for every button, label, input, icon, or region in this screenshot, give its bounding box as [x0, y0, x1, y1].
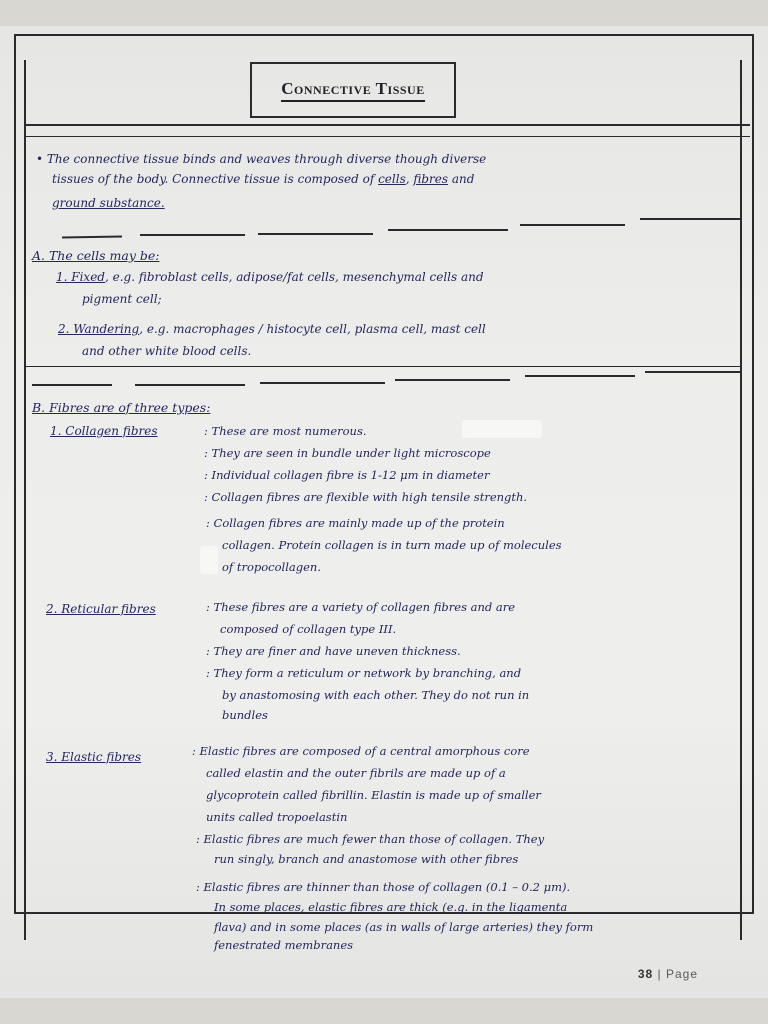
- cells-fixed-line-2: pigment cell;: [82, 292, 162, 306]
- cells-wandering-line-2: and other white blood cells.: [82, 344, 252, 358]
- intro-line-1: • The connective tissue binds and weaves through diverse though diverse: [36, 152, 487, 166]
- page-label: | Page: [653, 967, 698, 981]
- fixed-text: , e.g. fibroblast cells, adipose/fat cells, mesenchymal cells and: [104, 270, 484, 284]
- page-title: Connective Tissue: [281, 79, 424, 102]
- elastic-point-7: : Elastic fibres are thinner than those of collagen (0.1 – 0.2 μm).: [196, 880, 571, 894]
- comma: ,: [405, 172, 414, 186]
- collagen-point-7: of tropocollagen.: [222, 560, 321, 574]
- title-box: [250, 62, 456, 118]
- fixed-label: 1. Fixed: [56, 270, 105, 284]
- section-a-rule: [24, 366, 740, 367]
- reticular-point-5: by anastomosing with each other. They do not run in: [222, 688, 530, 702]
- elastic-point-8: In some places, elastic fibres are thick (e.g. in the ligamenta: [214, 900, 568, 914]
- elastic-point-5: : Elastic fibres are much fewer than those of collagen. They: [196, 832, 545, 846]
- reticular-point-2: composed of collagen type III.: [220, 622, 397, 636]
- collagen-point-2: : They are seen in bundle under light microscope: [204, 446, 491, 460]
- cells-wandering-line-1: [58, 318, 486, 341]
- reticular-label: 2. Reticular fibres: [46, 602, 156, 616]
- elastic-point-1: : Elastic fibres are composed of a central amorphous core: [192, 744, 530, 758]
- term-fibres: fibres: [413, 172, 449, 186]
- term-cells: cells: [378, 172, 406, 186]
- elastic-point-2: called elastin and the outer fibrils are made up of a: [206, 766, 506, 780]
- intro-line-2: [52, 168, 474, 191]
- elastic-point-6: run singly, branch and anastomose with other fibres: [214, 852, 519, 866]
- page-footer: [638, 967, 698, 981]
- section-b-heading: B. Fibres are of three types:: [32, 400, 211, 415]
- collagen-point-3: : Individual collagen fibre is 1-12 μm in diameter: [204, 468, 490, 482]
- smudge: [462, 420, 542, 438]
- intro-line-3: ground substance.: [52, 196, 165, 210]
- collagen-point-5: : Collagen fibres are mainly made up of the protein: [206, 516, 505, 530]
- section-divider: [24, 136, 750, 137]
- page-number: 38: [637, 967, 654, 981]
- collagen-label: 1. Collagen fibres: [50, 424, 158, 438]
- section-a-heading: A. The cells may be:: [32, 248, 160, 263]
- collagen-point-4: : Collagen fibres are flexible with high tensile strength.: [204, 490, 528, 504]
- and-text: and: [448, 172, 475, 186]
- wandering-label: 2. Wandering: [58, 322, 140, 336]
- elastic-point-10: fenestrated membranes: [214, 938, 354, 952]
- elastic-label: 3. Elastic fibres: [46, 750, 142, 764]
- cells-fixed-line-1: [56, 266, 484, 289]
- vertical-rule-right: [740, 60, 742, 940]
- header-divider: [24, 124, 750, 126]
- wandering-text: , e.g. macrophages / histocyte cell, plasma cell, mast cell: [139, 322, 486, 336]
- elastic-point-9: flava) and in some places (as in walls of large arteries) they form: [214, 920, 594, 934]
- intro-text: tissues of the body. Connective tissue is composed of: [52, 172, 379, 186]
- collagen-point-6: collagen. Protein collagen is in turn made up of molecules: [222, 538, 562, 552]
- elastic-point-3: glycoprotein called fibrillin. Elastin is made up of smaller: [206, 788, 541, 802]
- reticular-point-6: bundles: [222, 708, 268, 722]
- reticular-point-3: : They are finer and have uneven thickness.: [206, 644, 461, 658]
- reticular-point-4: : They form a reticulum or network by branching, and: [206, 666, 522, 680]
- vertical-rule-left: [24, 60, 26, 940]
- reticular-point-1: : These fibres are a variety of collagen fibres and are: [206, 600, 516, 614]
- elastic-point-4: units called tropoelastin: [206, 810, 348, 824]
- smudge: [200, 546, 218, 574]
- collagen-point-1: : These are most numerous.: [204, 424, 367, 438]
